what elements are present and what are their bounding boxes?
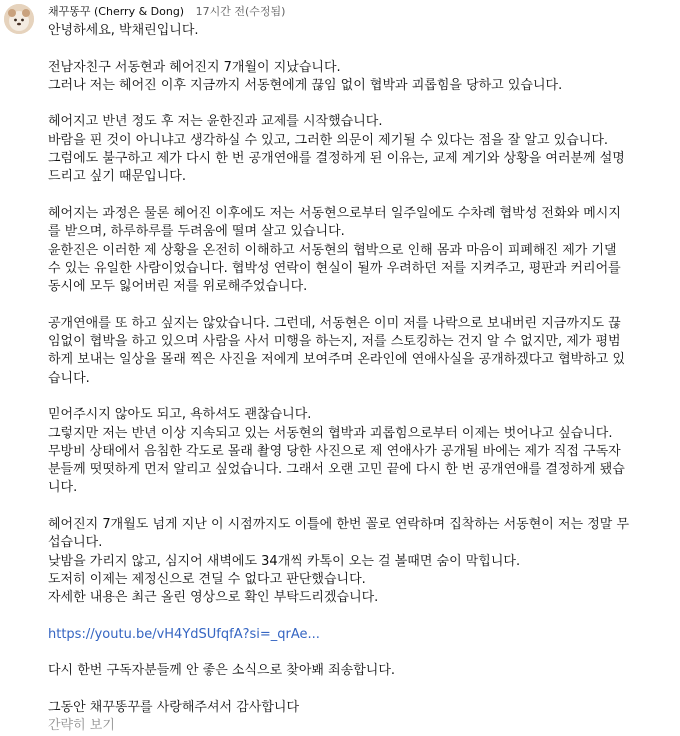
paragraph-gap [48, 498, 673, 516]
paragraph-gap [48, 40, 673, 58]
comment-text-line: 헤어지는 과정은 물론 헤어진 이후에도 저는 서동현으로부터 일주일에도 수차례 협박성 전화와 메시지 [48, 205, 621, 221]
comment-text-line: 동시에 모두 잃어버린 저를 위로해주었습니다. [48, 279, 308, 295]
comment-text-line: 분들께 떳떳하게 먼저 알리고 싶었습니다. 그래서 오랜 고민 끝에 다시 한 번 공개연애를 결정하게 됐습 [48, 462, 625, 478]
paragraph-gap [48, 681, 673, 699]
comment-text-line: 그러나 저는 헤어진 이후 지금까지 서동현에게 끊임 없이 협박과 괴롭힘을 당하고 있습니다. [48, 77, 563, 93]
comment-body [48, 22, 673, 736]
paragraph-gap [48, 644, 673, 662]
paragraph-gap [48, 187, 673, 205]
comment-text-line: 믿어주시지 않아도 되고, 욕하셔도 괜찮습니다. [48, 407, 312, 423]
comment-text-line: 하게 보내는 일상을 몰래 찍은 사진을 저에게 보여주며 온라인에 연애사실을 공개하겠다고 협박하고 있 [48, 352, 626, 368]
video-link[interactable]: https://youtu.be/vH4YdSUfqfA?si=_qrAe... [48, 626, 320, 642]
comment-text-line: 그럼에도 불구하고 제가 다시 한 번 공개연애를 결정하게 된 이유는, 교제 계기와 상황을 여러분께 설명 [48, 151, 625, 167]
comment-text-line: 전남자친구 서동현과 헤어진지 7개월이 지났습니다. [48, 59, 341, 75]
comment-text-line: 수 있는 유일한 사람이었습니다. 협박성 연락이 현실이 될까 우려하던 저를 지켜주고, 평판과 커리어를 [48, 260, 621, 276]
channel-name[interactable]: 채꾸똥꾸 (Cherry & Dong) [48, 5, 185, 18]
comment-text-line: 습니다. [48, 370, 90, 386]
comment-text-line: 니다. [48, 480, 78, 496]
comment-text-line: 공개연애를 또 하고 싶지는 않았습니다. 그런데, 서동현은 이미 저를 나락으로 보내버린 지금까지도 끊 [48, 315, 621, 331]
comment-text-line: 자세한 내용은 최근 올린 영상으로 확인 부탁드리겠습니다. [48, 590, 379, 606]
comment-text-line: 헤어지고 반년 정도 후 저는 윤한진과 교제를 시작했습니다. [48, 114, 383, 130]
comment-header [48, 5, 285, 19]
paragraph-gap [48, 388, 673, 406]
comment-text-line: 드리고 싶기 때문입니다. [48, 169, 186, 185]
channel-avatar[interactable] [4, 4, 34, 34]
comment-text-line: 그동안 채꾸똥꾸를 사랑해주셔서 감사합니다 [48, 699, 299, 715]
comment-text-line: 임없이 협박을 하고 있으며 사람을 사서 미행을 하는지, 저를 스토킹하는 건지 알 수 없지만, 제가 평범 [48, 334, 621, 350]
comment-text-line: 안녕하세요, 박채린입니다. [48, 23, 199, 38]
comment-text-line: 낮밤을 가리지 않고, 심지어 새벽에도 34개씩 카톡이 오는 걸 볼때면 숨이 막힙니다. [48, 553, 521, 569]
comment-text-line: 무방비 상태에서 음침한 각도로 몰래 촬영 당한 사진으로 제 연애사가 공개될 바에는 제가 직접 구독자 [48, 443, 621, 459]
comment-text-line: 를 받으며, 하루하루를 두려움에 떨며 살고 있습니다. [48, 224, 345, 240]
comment-text-line: 섭습니다. [48, 535, 103, 551]
comment-text-line: 바람을 핀 것이 아니냐고 생각하실 수 있고, 그러한 의문이 제기될 수 있다는 점을 잘 알고 있습니다. [48, 132, 609, 148]
paragraph-gap [48, 296, 673, 314]
paragraph-gap [48, 608, 673, 626]
comment-text-line: 헤어진지 7개월도 넘게 지난 이 시점까지도 이틀에 한번 꼴로 연락하며 집착하는 서동현이 저는 정말 무 [48, 517, 630, 533]
comment-text-line: 윤한진은 이러한 제 상황을 온전히 이해하고 서동현의 협박으로 인해 몸과 마음이 피폐해진 제가 기댈 [48, 242, 617, 258]
post-timestamp[interactable]: 17시간 전(수정됨) [195, 5, 286, 18]
show-less-button[interactable]: 간략히 보기 [48, 718, 115, 734]
paragraph-gap [48, 95, 673, 113]
comment-text-line: 그렇지만 저는 반년 이상 지속되고 있는 서동현의 협박과 괴롭힘으로부터 이제는 벗어나고 싶습니다. [48, 425, 613, 441]
comment-text-line: 다시 한번 구독자분들께 안 좋은 소식으로 찾아봬 죄송합니다. [48, 663, 396, 679]
comment-text-line: 도저히 이제는 제정신으로 견딜 수 없다고 판단했습니다. [48, 571, 366, 587]
